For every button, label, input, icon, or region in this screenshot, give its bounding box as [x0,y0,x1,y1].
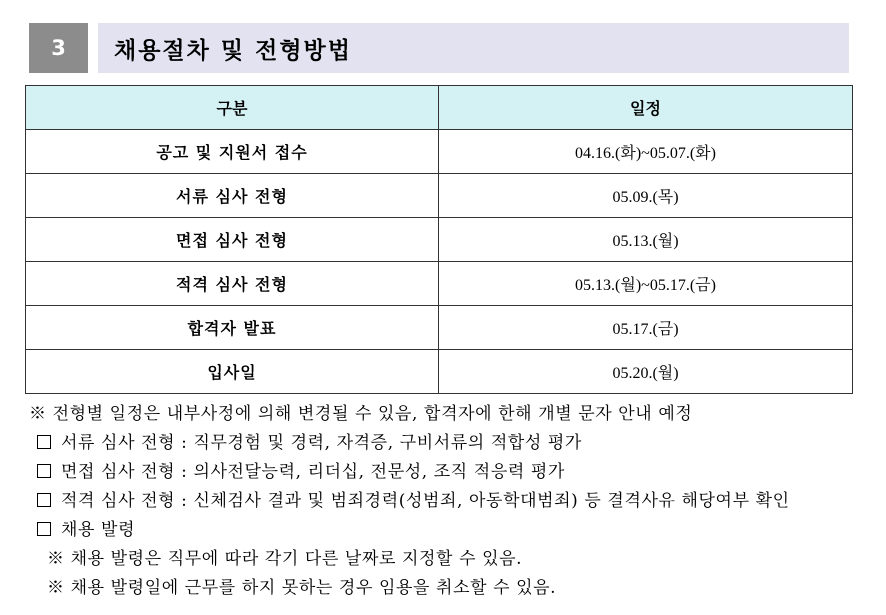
list-item [25,518,875,547]
stage-cell: 공고 및 지원서 접수 [26,130,439,174]
stage-cell: 합격자 발표 [26,306,439,350]
checkbox-icon [37,522,51,536]
stage-cell: 입사일 [26,350,439,394]
note-text: 면접 심사 전형 : 의사전달능력, 리더십, 전문성, 조직 적응력 평가 [61,462,565,482]
table-row [26,130,853,174]
section-title-box [98,23,849,73]
schedule-table [25,85,853,394]
stage-cell: 적격 심사 전형 [26,262,439,306]
date-cell: 05.09.(목) [439,174,853,218]
list-item [25,431,875,460]
date-cell: 05.13.(월)~05.17.(금) [439,262,853,306]
section-title: 채용절차 및 전형방법 [114,37,352,64]
note-text: 채용 발령 [61,520,136,540]
sub-note: ※ 채용 발령은 직무에 따라 각기 다른 날짜로 지정할 수 있음. [47,549,523,569]
note-text: 서류 심사 전형 : 직무경험 및 경력, 자격증, 구비서류의 적합성 평가 [61,433,582,453]
checkbox-icon [37,464,51,478]
list-item [25,489,875,518]
sub-note: ※ 채용 발령일에 근무를 하지 못하는 경우 임용을 취소할 수 있음. [47,578,557,598]
table-header-row [26,86,853,130]
column-header-date: 일정 [439,86,853,130]
date-cell: 05.17.(금) [439,306,853,350]
date-cell: 05.20.(월) [439,350,853,394]
stage-cell: 서류 심사 전형 [26,174,439,218]
notes-section [25,402,875,605]
list-item [25,460,875,489]
table-row [26,174,853,218]
column-header-stage: 구분 [26,86,439,130]
section-header [29,23,849,73]
table-row [26,306,853,350]
table-row [26,218,853,262]
section-number: 3 [29,23,88,73]
date-cell: 04.16.(화)~05.07.(화) [439,130,853,174]
stage-cell: 면접 심사 전형 [26,218,439,262]
checkbox-icon [37,493,51,507]
date-cell: 05.13.(월) [439,218,853,262]
schedule-change-note: ※ 전형별 일정은 내부사정에 의해 변경될 수 있음, 합격자에 한해 개별 문자 안내 예정 [29,404,693,424]
table-row [26,262,853,306]
checkbox-icon [37,435,51,449]
table-row [26,350,853,394]
note-text: 적격 심사 전형 : 신체검사 결과 및 범죄경력(성범죄, 아동학대범죄) 등 결격사유 해당여부 확인 [61,491,790,511]
